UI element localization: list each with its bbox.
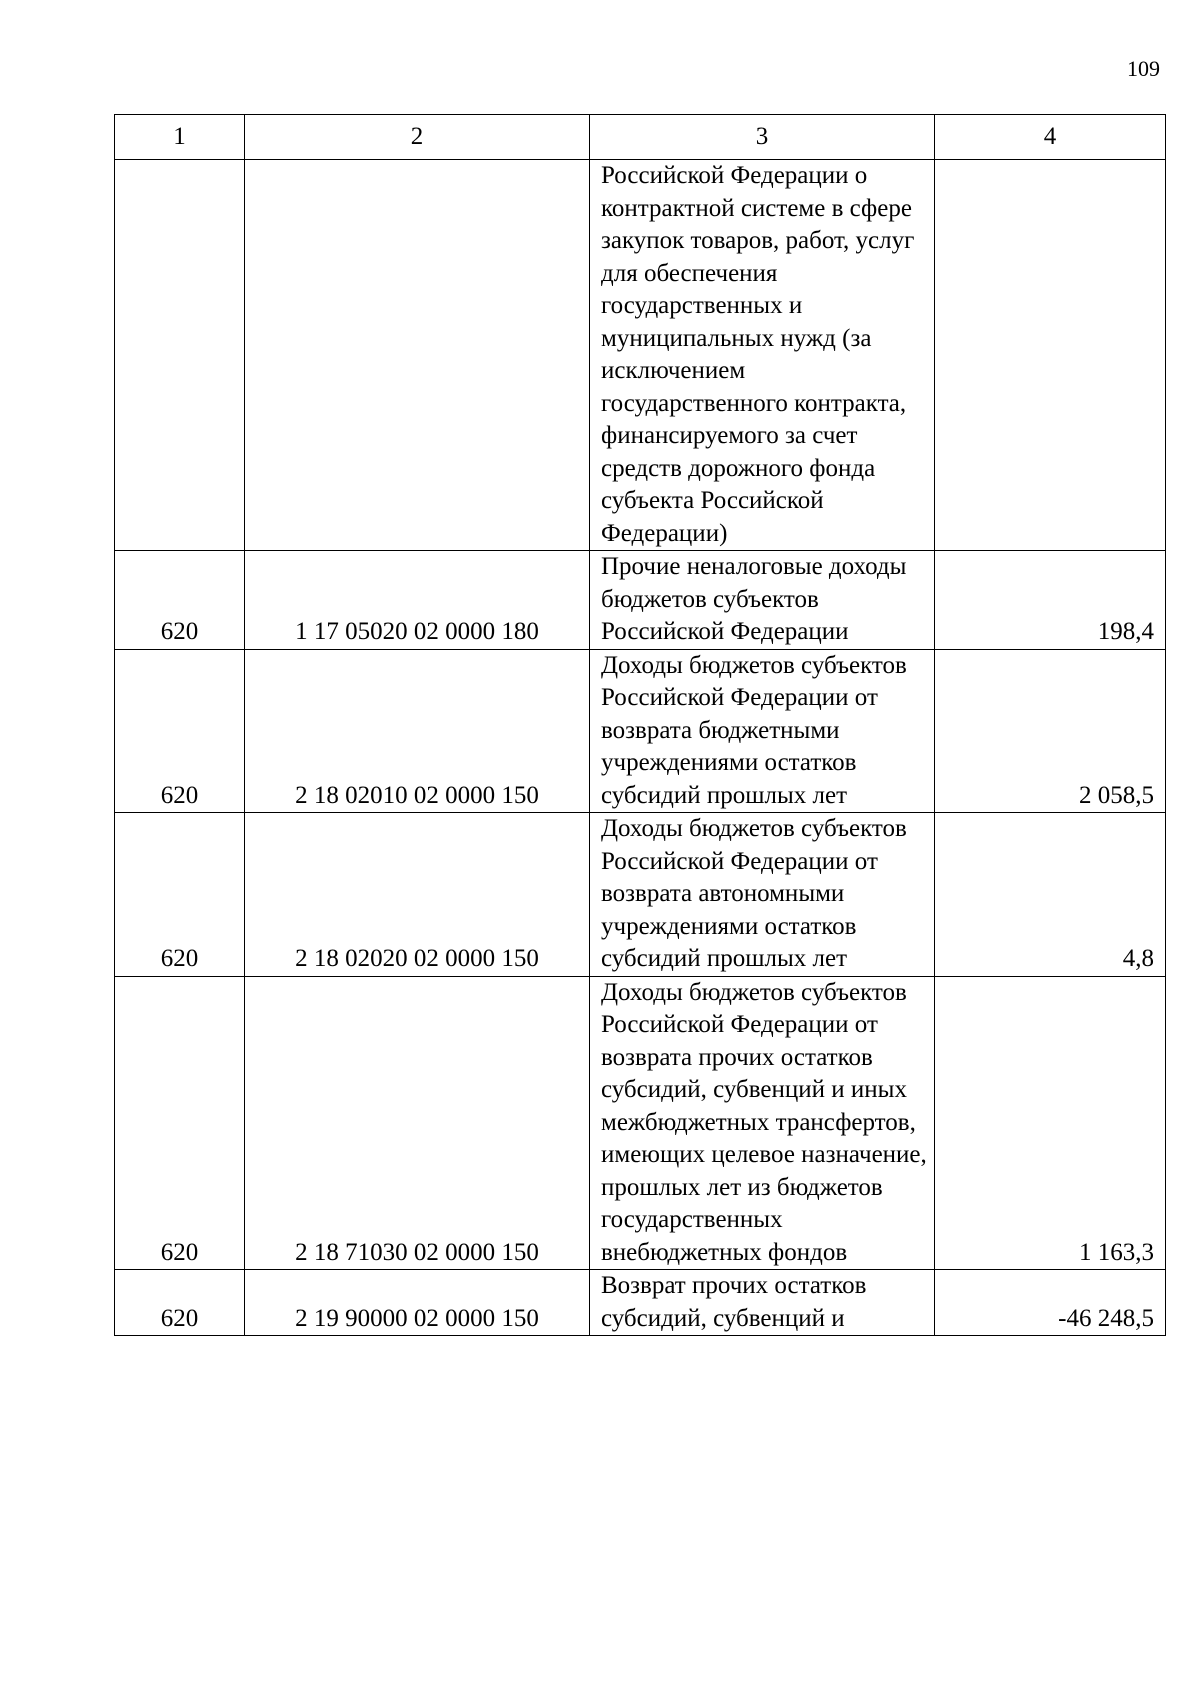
header-cell-2: 2 — [245, 115, 590, 160]
admin-code-cell: 620 — [115, 976, 245, 1270]
amount-cell: 2 058,5 — [935, 649, 1166, 813]
amount-cell: 4,8 — [935, 813, 1166, 977]
table-row — [115, 551, 1166, 650]
description-cell: Доходы бюджетов субъектов Российской Федерации от возврата бюджетными учреждениями остатков субсидий прошлых лет — [590, 649, 935, 813]
description-cell: Российской Федерации о контрактной системе в сфере закупок товаров, работ, услуг для обеспечения государственных и муниципальных нужд (за исключением государственного контракта, финансируемого за счет средств дорожного фонда субъекта Российской Федерации) — [590, 160, 935, 551]
revenue-code-cell: 2 18 02010 02 0000 150 — [245, 649, 590, 813]
table-header-row — [115, 115, 1166, 160]
page-number: 109 — [1127, 56, 1160, 81]
header-cell-1: 1 — [115, 115, 245, 160]
description-cell: Доходы бюджетов субъектов Российской Федерации от возврата прочих остатков субсидий, субвенций и иных межбюджетных трансфертов, имеющих целевое назначение, прошлых лет из бюджетов государственных внебюджетных фондов — [590, 976, 935, 1270]
description-cell: Возврат прочих остатков субсидий, субвенций и — [590, 1270, 935, 1336]
revenue-code-cell: 2 18 71030 02 0000 150 — [245, 976, 590, 1270]
admin-code-cell: 620 — [115, 649, 245, 813]
amount-cell: -46 248,5 — [935, 1270, 1166, 1336]
revenue-code-cell: 2 18 02020 02 0000 150 — [245, 813, 590, 977]
admin-code-cell — [115, 160, 245, 551]
admin-code-cell: 620 — [115, 1270, 245, 1336]
revenue-code-cell — [245, 160, 590, 551]
amount-cell: 1 163,3 — [935, 976, 1166, 1270]
budget-revenue-table — [114, 114, 1166, 1336]
table-row — [115, 649, 1166, 813]
header-cell-4: 4 — [935, 115, 1166, 160]
table-row — [115, 976, 1166, 1270]
table-row — [115, 160, 1166, 551]
admin-code-cell: 620 — [115, 813, 245, 977]
amount-cell: 198,4 — [935, 551, 1166, 650]
header-cell-3: 3 — [590, 115, 935, 160]
table-row — [115, 813, 1166, 977]
amount-cell — [935, 160, 1166, 551]
revenue-code-cell: 2 19 90000 02 0000 150 — [245, 1270, 590, 1336]
description-cell: Доходы бюджетов субъектов Российской Федерации от возврата автономными учреждениями остатков субсидий прошлых лет — [590, 813, 935, 977]
description-cell: Прочие неналоговые доходы бюджетов субъектов Российской Федерации — [590, 551, 935, 650]
revenue-code-cell: 1 17 05020 02 0000 180 — [245, 551, 590, 650]
admin-code-cell: 620 — [115, 551, 245, 650]
table-row — [115, 1270, 1166, 1336]
